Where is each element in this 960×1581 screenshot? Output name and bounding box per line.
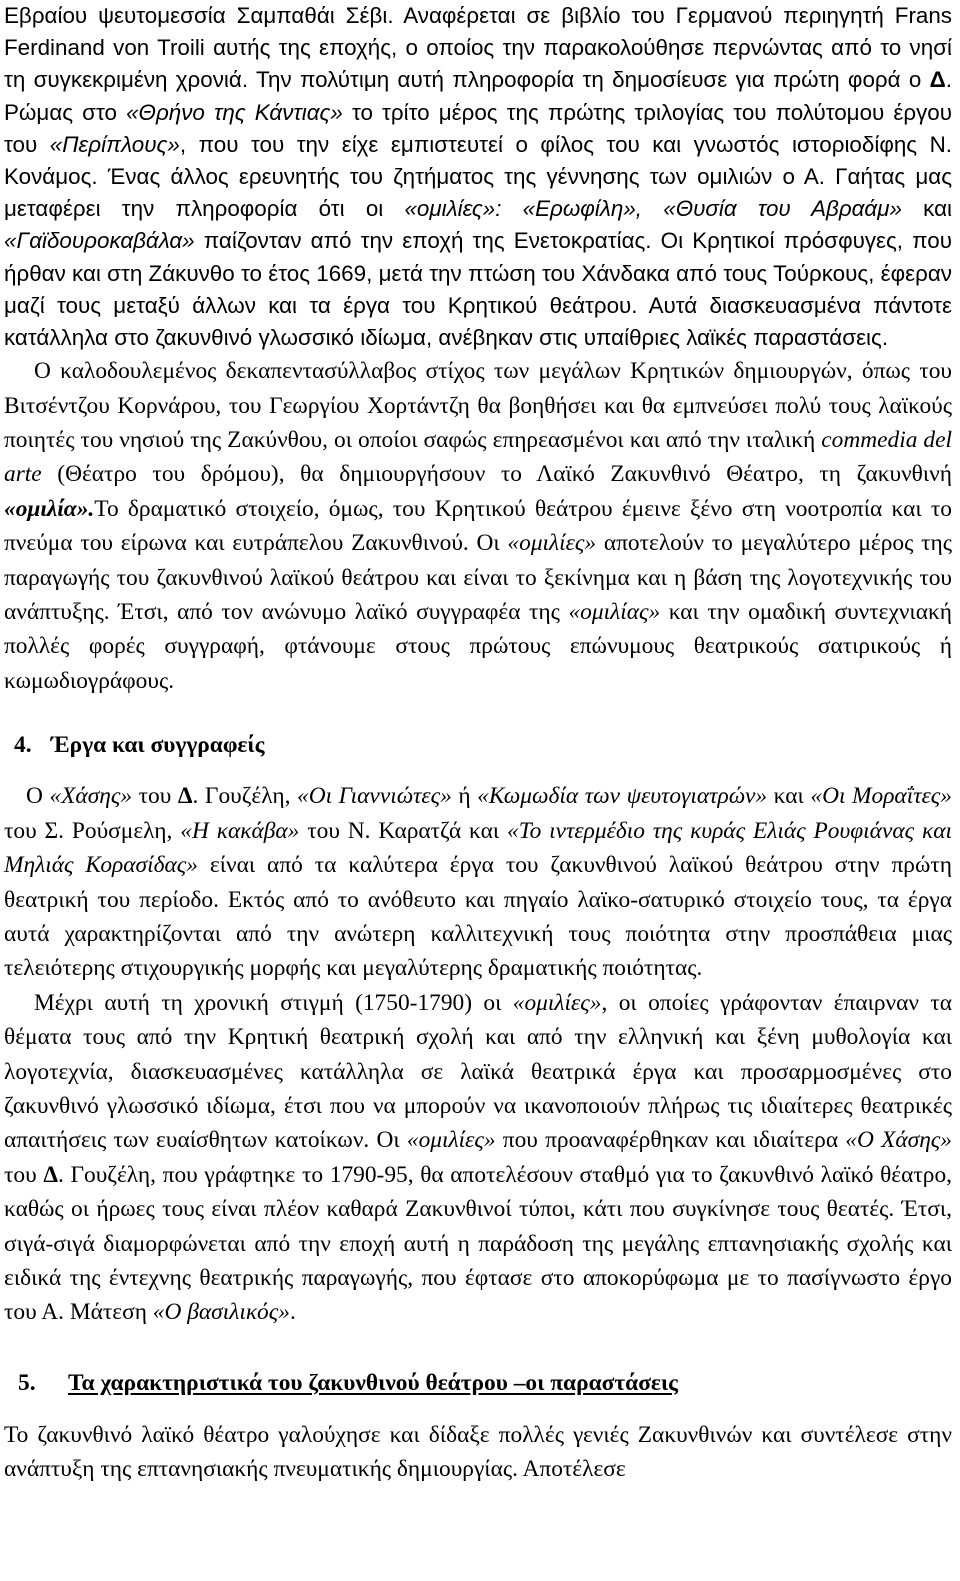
text-run: «Ο βασιλικός» — [152, 1299, 290, 1326]
text-run: που προαναφέρθηκαν και ιδιαίτερα — [495, 1127, 846, 1154]
text-run: «Χάσης» — [49, 783, 133, 810]
text-run: , οι οποίες γράφονταν έπαιρναν τα θέματα τους από την Κρητική θεατρική σχολή και από την ελληνική και ξένη μυθολογία και λογοτεχνία, διασκευασμένες κατάλληλα σε λαϊκά θεατρικά έργα και προσαρμοσμένες στο ζακυνθινό γλωσσικό ιδίωμα, έτσι που να μπορούν να ικανοποιούν πλήρως τις ιδιαίτερες θεατρικές απαιτήσεις των ευαίσθητων κατοίκων. Οι — [4, 989, 952, 1154]
text-run: του — [4, 1161, 44, 1188]
document-page — [4, 0, 952, 1487]
text-run: «Κωμωδία των ψευτογιατρών» — [477, 783, 768, 810]
text-run: παίζονταν από την εποχή της Ενετοκρατίας. Οι Κρητικοί πρόσφυγες, που ήρθαν και στη Ζάκυνθο το έτος 1669, μετά την πτώση του Χάνδακα από τους Τούρκους, έφεραν μαζί τους μεταξύ άλλων και τα έργα του Κρητικού θεάτρου. Αυτά διασκευασμένα πάντοτε κατάλληλα στο ζακυνθινό γλωσσικό ιδίωμα, ανέβηκαν στις υπαίθριες λαϊκές παραστάσεις. — [4, 228, 952, 351]
section-number: 5. — [18, 1369, 36, 1396]
section-heading-characteristics — [4, 1366, 952, 1400]
text-run: «Η κακάβα» — [180, 817, 300, 844]
text-run: . Ρώμας στο — [4, 67, 952, 125]
text-run: και — [767, 783, 811, 810]
text-run: . Γουζέλη, που γράφτηκε το 1790-95, θα αποτελέσουν σταθμό για το ζακυνθινό λαϊκό θέατρο, καθώς οι ήρωες τους είναι πλέον καθαρά Ζακυνθινοί τύποι, κάτι που συγκίνησε τους θεατές. Έτσι, σιγά-σιγά διαμορφώνεται από την εποχή αυτή η παράδοση της μεγάλης επτανησιακής σχολής και ειδικά της έντεχνης θεατρικής παραγωγής, που έφτασε στο αποκορύφωμα με το πασίγνωστο έργο του Α. Μάτεση — [4, 1161, 952, 1326]
text-run: Δ — [929, 67, 946, 93]
text-run: «ομιλίας» — [568, 599, 661, 626]
text-run: και την ομαδική συντεχνιακή πολλές φορές συγγραφή, φτάνουμε στους πρώτους επώνυμους θεατρικούς σατιρικούς ή κωμωδιογράφους. — [4, 599, 952, 694]
text-run: . Γουζέλη, — [192, 783, 297, 810]
text-run: Εβραίου ψευτομεσσία Σαμπαθάι Σέβι. Αναφέρεται σε βιβλίο του Γερμανού περιηγητή Frans Ferdinand von Troili αυτής της εποχής, ο οποίος την παρακολούθησε περνώντας από το νησί τη συγκεκριμένη χρονιά. Την πολύτιμη αυτή πληροφορία τη δημοσίευσε για πρώτη φορά ο — [4, 3, 952, 93]
section-heading-works-and-authors — [4, 728, 952, 762]
text-run: Δ — [177, 783, 193, 810]
text-run: ή — [451, 783, 478, 810]
text-run: Δ — [43, 1161, 58, 1188]
text-run: «Γαϊδουροκαβάλα» — [4, 228, 195, 254]
text-run: , που του την είχε εμπιστευτεί ο φίλος του και γνωστός ιστοριοδίφης Ν. Κονάμος. Ένας άλλος ερευνητής του ζητήματος της γέννησης των ομιλιών ο Α. Γαήτας μας μεταφέρει την πληροφορία ότι οι — [4, 131, 952, 222]
text-run: «Θρήνο της Κάντιας» — [126, 99, 343, 125]
paragraph-cretan-influence — [4, 354, 952, 698]
section-title: Τα χαρακτηριστικά του ζακυνθινού θεάτρου –οι παραστάσεις — [68, 1369, 679, 1396]
text-run: commedia del arte — [4, 427, 952, 488]
text-run: του Ν. Καρατζά και — [299, 817, 508, 844]
section-number: 4. — [14, 732, 32, 759]
text-run: είναι από τα καλύτερα έργα του ζακυνθινού λαϊκού θεάτρου στην πρώτη θεατρική του περίοδο. Εκτός από το ανόθευτο και πηγαίο λαϊκο-σατυρικό στοιχείο τους, τα έργα αυτά χαρακτηρίζονται από την ανώτερη καλλιτεχνική τους ποιότητα στην προσπάθεια μιας τελειότερης στιχουργικής μορφής και μεγαλύτερης δραματικής ποιότητας. — [4, 852, 952, 982]
section-title: Έργα και συγγραφείς — [51, 732, 265, 759]
text-run: «ομιλίες» — [406, 1127, 496, 1154]
text-run: «ομιλίες» — [512, 989, 602, 1016]
text-run: «Το ιντερμέδιο της κυράς Ελιάς Ρουφιάνας και Μηλιάς Κορασίδας» — [4, 817, 952, 879]
text-run: αποτελούν το μεγαλύτερο μέρος της παραγωγής του ζακυνθινού λαϊκού θεάτρου και είναι το ξεκίνημα και η βάση της λογοτεχνικής του ανάπτυξης. Έτσι, από τον ανώνυμο λαϊκό συγγραφέα της — [4, 530, 952, 626]
paragraph-omilies-period — [4, 986, 952, 1330]
text-run: του Σ. Ρούσμελη, — [4, 817, 181, 844]
text-run: το τρίτο μέρος της πρώτης τριλογίας του πολύτομου έργου του — [4, 99, 953, 157]
text-run: (Θέατρο του δρόμου), θα δημιουργήσουν το Λαϊκό Ζακυνθινό Θέατρο, τη ζακυνθινή — [41, 461, 952, 488]
text-run: Το ζακυνθινό λαϊκό θέατρο γαλούχησε και δίδαξε πολλές γενιές Ζακυνθινών και συντέλεσε στην ανάπτυξη της επτανησιακής πνευματικής δημιουργίας. Αποτέλεσε — [4, 1421, 952, 1483]
text-run: «Οι Γιαννιώτες» — [297, 783, 452, 810]
text-run: Το δραματικό στοιχείο, όμως, του Κρητικού θεάτρου έμεινε ξένο στη νοοτροπία και το πνεύμα του είρωνα και ευτράπελου Ζακυνθινού. Οι — [4, 495, 952, 557]
paragraph-hasis-origins — [4, 0, 952, 354]
text-run: Ο — [26, 783, 50, 810]
text-run: του — [132, 783, 178, 810]
text-run: και — [901, 196, 952, 222]
paragraph-works-list — [4, 779, 952, 985]
text-run: «Οι Μοραΐτες» — [810, 783, 952, 810]
text-run: Μέχρι αυτή τη χρονική στιγμή (1750-1790) οι — [34, 989, 513, 1016]
text-run: «ομιλίες» — [507, 530, 597, 557]
text-run: «ομιλία». — [4, 495, 95, 522]
text-run: «Περίπλους» — [49, 131, 180, 157]
paragraph-folk-theatre-legacy — [4, 1418, 952, 1487]
text-run: «Ο Χάσης» — [845, 1127, 952, 1154]
text-run: «ομιλίες»: «Ερωφίλη», «Θυσία του Αβραάμ» — [404, 196, 902, 222]
text-run: . — [289, 1299, 296, 1326]
text-run: Ο καλοδουλεμένος δεκαπεντασύλλαβος στίχος των μεγάλων Κρητικών δημιουργών, όπως του Βιτσέντζου Κορνάρου, του Γεωργίου Χορτάντζη θα βοηθήσει και θα εμπνεύσει πολύ τους λαϊκούς ποιητές του νησιού της Ζακύνθου, οι οποίοι σαφώς επηρεασμένοι και από την ιταλική — [4, 358, 952, 454]
